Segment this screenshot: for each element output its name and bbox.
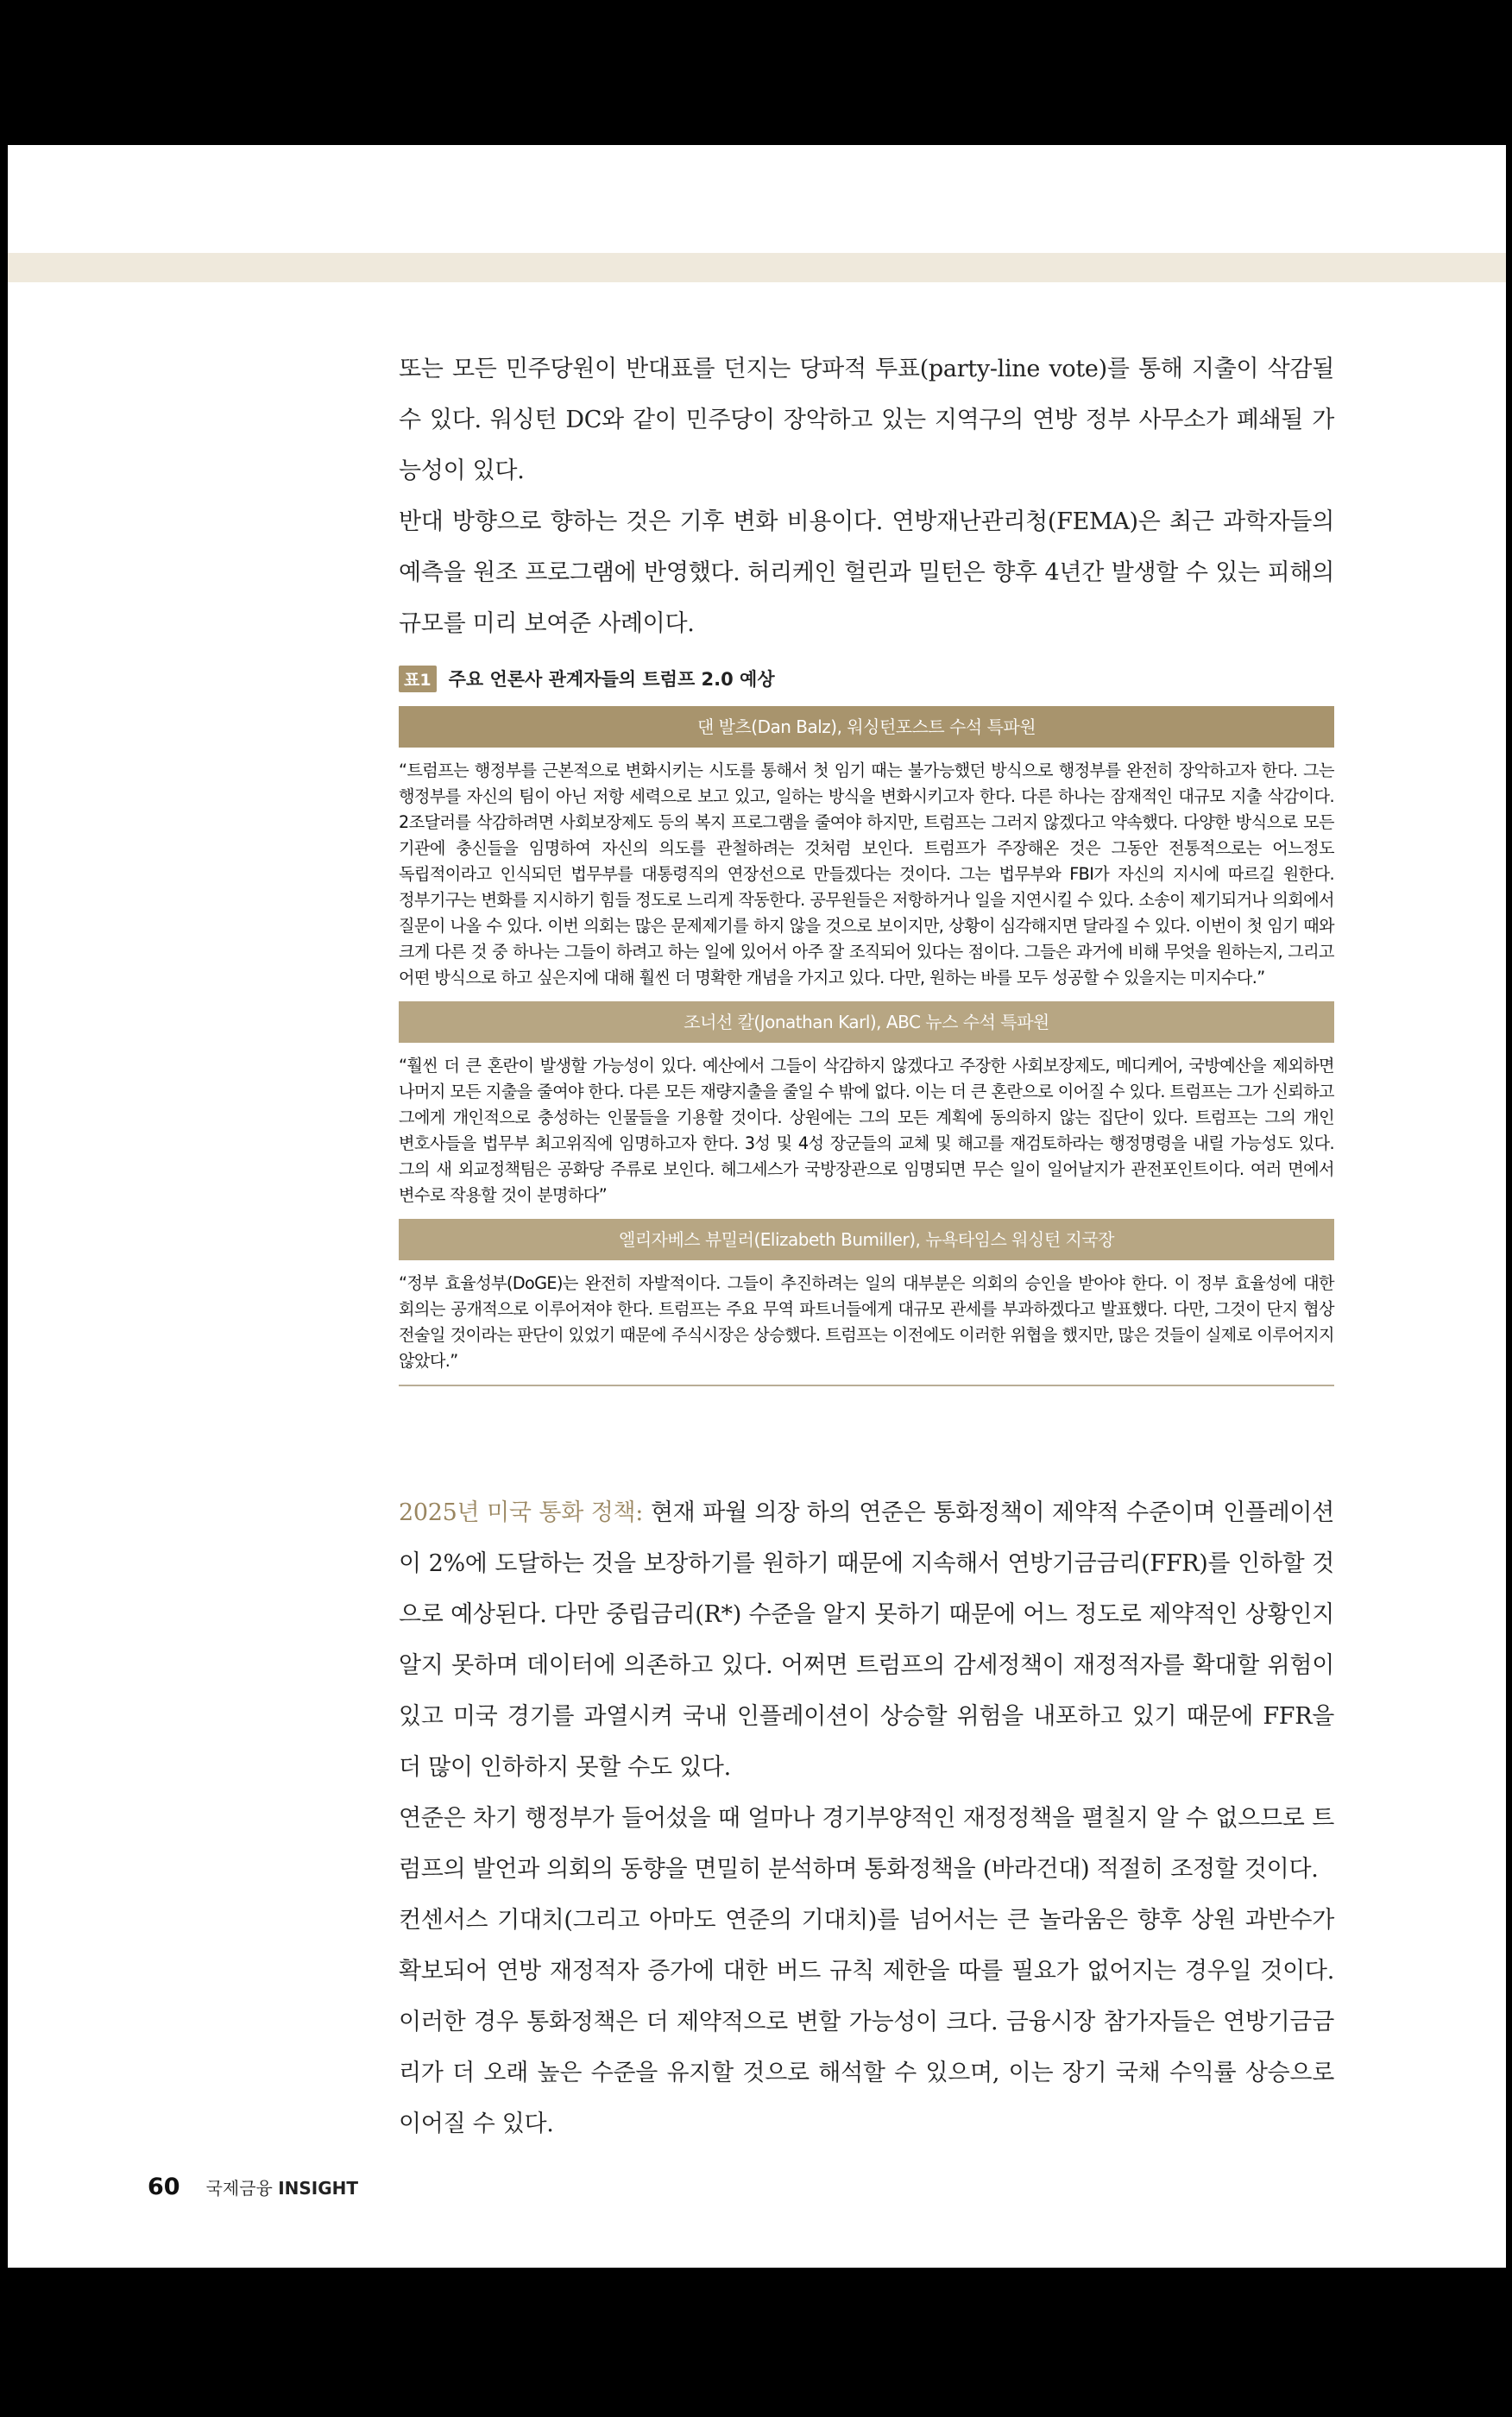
table-title-text: 주요 언론사 관계자들의 트럼프 2.0 예상 [448, 669, 775, 690]
section-header-karl: 조너선 칼(Jonathan Karl), ABC 뉴스 수석 특파원 [399, 1001, 1334, 1043]
page-number: 60 [148, 2174, 180, 2200]
policy-section [399, 1487, 1334, 2149]
table-title [399, 663, 1334, 694]
quote-bumiller: “정부 효율성부(DoGE)는 완전히 자발적이다. 그들이 추진하려는 일의 대부분은 의회의 승인을 받아야 한다. 이 정부 효율성에 대한 회의는 공개적으로 이루어져야 한다. 트럼프는 주요 무역 파트너들에게 대규모 관세를 부과하겠다고 발표했다. 다만, 그것이 단지 협상 전술일 것이라는 판단이 있었기 때문에 주식시장은 상승했다. 트럼프는 이전에도 이러한 위협을 했지만, 많은 것들이 실제로 이루어지지 않았다.” [399, 1273, 1334, 1371]
policy-paragraph-3: 컨센서스 기대치(그리고 아마도 연준의 기대치)를 넘어서는 큰 놀라움은 향후 상원 과반수가 확보되어 연방 재정적자 증가에 대한 버드 규칙 제한을 따를 필요가 없어지는 경우일 것이다. 이러한 경우 통화정책은 더 제약적으로 변할 가능성이 크다. 금융시장 참가자들은 연방기금금리가 더 오래 높은 수준을 유지할 것으로 해석할 수 있으며, 이는 장기 국채 수익률 상승으로 이어질 수 있다. [399, 1907, 1334, 2137]
publication-prefix: 국제금융 [205, 2178, 273, 2199]
policy-paragraph-2: 연준은 차기 행정부가 들어섰을 때 얼마나 경기부양적인 재정정책을 펼칠지 알 수 없으므로 트럼프의 발언과 의회의 동향을 면밀히 분석하며 통화정책을 (바라건대) 적절히 조정할 것이다. [399, 1805, 1334, 1883]
document-page [8, 145, 1506, 2268]
publication-suffix: INSIGHT [278, 2178, 359, 2199]
policy-paragraph-1-text: 현재 파월 의장 하의 연준은 통화정책이 제약적 수준이며 인플레이션이 2%에 도달하는 것을 보장하기를 원하기 때문에 지속해서 연방기금금리(FFR)를 인하할 것으로 예상된다. 다만 중립금리(R*) 수준을 알지 못하기 때문에 어느 정도로 제약적인 상황인지 알지 못하며 데이터에 의존하고 있다. 어쩌면 트럼프의 감세정책이 재정적자를 확대할 위험이 있고 미국 경기를 과열시켜 국내 인플레이션이 상승할 위험을 내포하고 있기 때문에 FFR을 더 많이 인하하지 못할 수도 있다. [399, 1499, 1334, 1781]
intro-section [399, 344, 1334, 649]
section-header-bumiller: 엘리자베스 뷰밀러(Elizabeth Bumiller), 뉴욕타임스 워싱턴 지국장 [399, 1219, 1334, 1260]
policy-paragraph-1 [399, 1487, 1334, 1793]
quote-table [399, 706, 1334, 1386]
table-badge: 표1 [399, 666, 437, 692]
page-footer [148, 2174, 358, 2200]
intro-paragraph-2: 반대 방향으로 향하는 것은 기후 변화 비용이다. 연방재난관리청(FEMA)은 최근 과학자들의 예측을 원조 프로그램에 반영했다. 허리케인 헐린과 밀턴은 향후 4년간 발생할 수 있는 피해의 규모를 미리 보여준 사례이다. [399, 508, 1334, 637]
publication-name [206, 2174, 358, 2199]
intro-paragraph-1: 또는 모든 민주당원이 반대표를 던지는 당파적 투표(party-line vote)를 통해 지출이 삭감될 수 있다. 워싱턴 DC와 같이 민주당이 장악하고 있는 지역구의 연방 정부 사무소가 폐쇄될 가능성이 있다. [399, 356, 1334, 484]
quote-karl: “훨씬 더 큰 혼란이 발생할 가능성이 있다. 예산에서 그들이 삭감하지 않겠다고 주장한 사회보장제도, 메디케어, 국방예산을 제외하면 나머지 모든 지출을 줄여야 한다. 다른 모든 재량지출을 줄일 수 밖에 없다. 이는 더 큰 혼란으로 이어질 수 있다. 트럼프는 그가 신뢰하고 그에게 개인적으로 충성하는 인물들을 기용할 것이다. 상원에는 그의 모든 계획에 동의하지 않는 집단이 있다. 트럼프는 그의 개인 변호사들을 법무부 최고위직에 임명하고자 한다. 3성 및 4성 장군들의 교체 및 해고를 재검토하라는 행정명령을 내릴 가능성도 있다. 그의 새 외교정책팀은 공화당 주류로 보인다. 헤그세스가 국방장관으로 임명되면 무슨 일이 일어날지가 관전포인트이다. 여러 면에서 변수로 작용할 것이 분명하다” [399, 1056, 1334, 1205]
header-band [8, 253, 1506, 282]
table-bottom-rule [399, 1385, 1334, 1386]
quote-balz: “트럼프는 행정부를 근본적으로 변화시키는 시도를 통해서 첫 임기 때는 불가능했던 방식으로 행정부를 완전히 장악하고자 한다. 그는 행정부를 자신의 팀이 아닌 저항 세력으로 보고 있고, 일하는 방식을 변화시키고자 한다. 다른 하나는 잠재적인 대규모 지출 삭감이다. 2조달러를 삭감하려면 사회보장제도 등의 복지 프로그램을 줄여야 하지만, 트럼프는 그러지 않겠다고 약속했다. 다양한 방식으로 모든 기관에 충신들을 임명하여 자신의 의도를 관철하려는 것처럼 보인다. 트럼프가 주장해온 것은 그동안 전통적으로는 어느정도 독립적이라고 인식되던 법무부를 대통령직의 연장선으로 만들겠다는 것이다. 그는 법무부와 FBI가 자신의 지시에 따르길 원한다. 정부기구는 변화를 지시하기 힘들 정도로 느리게 작동한다. 공무원들은 저항하거나 일을 지연시킬 수 있다. 소송이 제기되거나 의회에서 질문이 나올 수 있다. 이번 의회는 많은 문제제기를 하지 않을 것으로 보이지만, 상황이 심각해지면 달라질 수 있다. 이번이 첫 임기 때와 크게 다른 것 중 하나는 그들이 하려고 하는 일에 있어서 아주 잘 조직되어 있다는 점이다. 그들은 과거에 비해 무엇을 원하는지, 그리고 어떤 방식으로 하고 싶은지에 대해 훨씬 더 명확한 개념을 가지고 있다. 다만, 원하는 바를 모두 성공할 수 있을지는 미지수다.” [399, 760, 1334, 988]
section-header-balz: 댄 발츠(Dan Balz), 워싱턴포스트 수석 특파원 [399, 706, 1334, 748]
policy-lead: 2025년 미국 통화 정책: [399, 1499, 644, 1526]
